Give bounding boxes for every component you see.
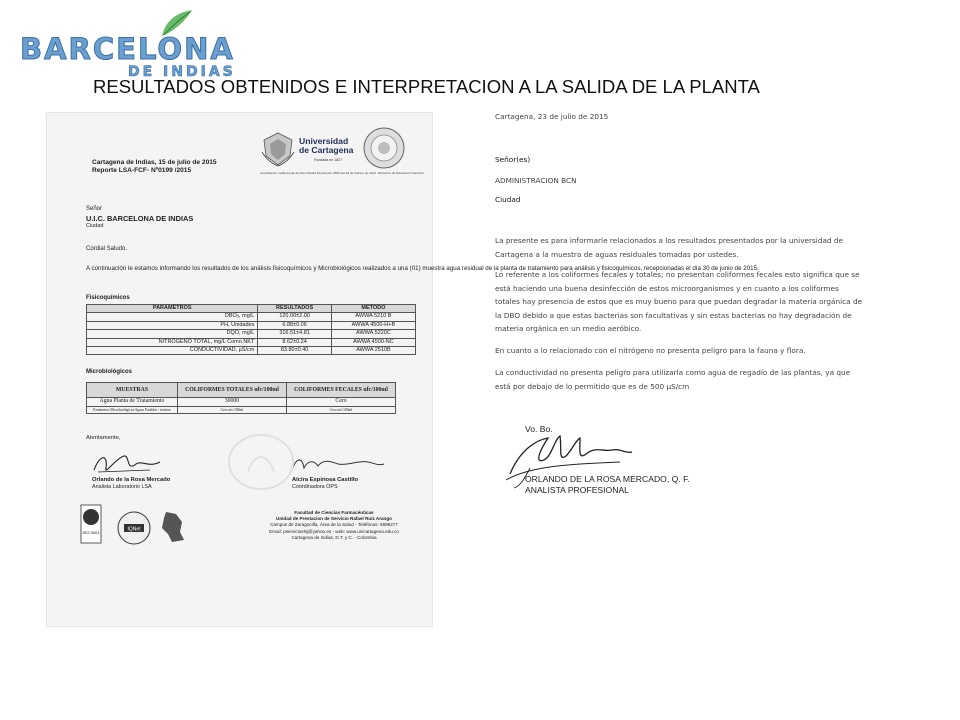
table-cell: CONDUCTIVIDAD, µS/cm <box>87 346 258 354</box>
report-intro: A continuación le estamos informando los resultados de los análisis fisicoquímicos y Microbiológicos realizados a una (01) muestra agua residual de la planta de tratamiento para análisis y fisicoquímicos, recepcionadas el día 30 de junio de 2015. <box>86 265 759 272</box>
vobo-signer-name: ORLANDO DE LA ROSA MERCADO, Q. F. <box>525 474 690 484</box>
column-header: RESULTADOS <box>258 305 331 313</box>
table-cell: NITROGENO TOTAL, mg/L Como NKT <box>87 338 258 346</box>
table-cell: 8.62±0.24 <box>258 338 331 346</box>
table-cell: AWWA 4500-H+B <box>331 321 415 329</box>
table-cell: AWWA 5210 B <box>331 313 415 321</box>
university-crest-icon <box>260 130 296 168</box>
page-title: RESULTADOS OBTENIDOS E INTERPRETACION A LA SALIDA DE LA PLANTA <box>93 76 760 97</box>
university-founded: Fundada en 1827 <box>314 158 343 162</box>
physchem-title: Fisicoquímicos <box>86 295 130 301</box>
table-cell: 83.80±0.40 <box>258 346 331 354</box>
table-row <box>87 338 416 346</box>
table-cell: 120.00±2.00 <box>258 313 331 321</box>
table-row <box>87 321 416 329</box>
letter-paragraph-2: Lo referente a los coliformes fecales y totales; no presentan coliformes fecales esto significa que se está haciendo una buena desinfección de estos microorganismos y en cuanto a los coliformes totales hay presencia de estos que es muy bueno para que puedan degradar la materia orgánica de la DBO debido a que estas bacterias son facultativas y sin estas bacterias no hay degradación de materia orgánica en un medio aeróbico. <box>495 270 863 333</box>
signer-1-role: Analista Laboratorio LSA <box>92 484 152 490</box>
logo-main-text: BARCELONA <box>20 32 235 66</box>
column-header: PARAMETROS <box>87 305 258 313</box>
letter-paragraph-1: La presente es para informarle relacionados a los resultados presentados por la universidad de Cartagena a la muestra de aguas residuales tomadas por ustedes. <box>495 236 844 259</box>
iso-certification-icon <box>80 504 102 544</box>
micro-table <box>86 382 396 414</box>
report-date: Cartagena de Indias, 15 de julio de 2015 <box>92 159 217 166</box>
svg-text:ISO 9001: ISO 9001 <box>82 530 100 535</box>
table-cell: AWWA 2510B <box>331 346 415 354</box>
table-cell: 6.88±0.06 <box>258 321 331 329</box>
vobo-label: Vo. Bo. <box>525 424 553 434</box>
column-header: COLIFORMES FECALES ufc/100ml <box>286 383 395 398</box>
faint-stamp-icon <box>226 432 296 492</box>
table-row <box>87 406 396 414</box>
signer-1-name: Orlando de la Rosa Mercado <box>92 477 171 483</box>
letter-city: Ciudad <box>495 195 521 204</box>
table-cell: AWWA 5220C <box>331 330 415 338</box>
report-closing: Atentamente, <box>86 435 121 441</box>
report-recipient: U.I.C. BARCELONA DE INDIAS <box>86 214 194 223</box>
table-row <box>87 346 416 354</box>
table-cell: 316.51±4.81 <box>258 330 331 338</box>
table-cell: DQO, mg/L <box>87 330 258 338</box>
department-map-icon <box>158 510 188 544</box>
table-cell: PH, Unidades <box>87 321 258 329</box>
letter-recipient: ADMINISTRACION BCN <box>495 176 577 185</box>
vobo-signer-title: ANALISTA PROFESIONAL <box>525 485 629 495</box>
table-header-row <box>87 383 396 398</box>
report-footer: Facultad de Ciencias Farmacéuticas Unidad de Prestacion de Servicio Rafael Ruiz Arango Campus de Zaragocilla, Área de la Salud - Teléfonos: 6698277 Email: pservicioslsj@yahoo.es - web: www.unicartagena.edu.co Cartagena de Indias, D.T. y C. - Colombia <box>269 510 399 540</box>
letter-paragraph-3: En cuanto a lo relacionado con el nitrógeno no presenta peligro para la fauna y flora. <box>495 346 806 355</box>
micro-title: Microbiológicos <box>86 369 133 375</box>
column-header: METODO <box>331 305 415 313</box>
column-header: MUESTRAS <box>87 383 178 398</box>
table-cell: 30000 <box>177 398 286 407</box>
svg-text:IQNet: IQNet <box>127 526 141 533</box>
table-header-row <box>87 305 416 313</box>
table-row <box>87 313 416 321</box>
table-row <box>87 398 396 407</box>
table-cell: Cero ufc/100ml <box>177 406 286 414</box>
letter-paragraph-4: La conductividad no presenta peligro para utilizarla como agua de regadío de las plantas, ya que está por debajo de lo permitido que es de 500 µS/cm <box>495 368 851 391</box>
signer-2-name: Alcira Espinosa Castillo <box>292 477 359 483</box>
signature-1-icon <box>90 450 170 478</box>
table-cell: Agua Planta de Tratamiento <box>87 398 178 407</box>
university-accreditation: Acreditación Institucional de Alta Calidad Resolución 2583 del 26 de febrero de 2014. Ministerio de Educación Nacional <box>260 171 424 175</box>
column-header: COLIFORMES TOTALES ufc/100ml <box>177 383 286 398</box>
table-cell: Cero ufc/100ml <box>286 406 395 414</box>
table-cell: DBO₅, mg/L <box>87 313 258 321</box>
iqnet-logo-icon <box>116 510 152 546</box>
accreditation-seal-icon <box>362 126 406 170</box>
table-cell: Cero <box>286 398 395 407</box>
letter-salutation: Señor(es) <box>495 155 531 164</box>
table-cell: AWWA 4500-NC <box>331 338 415 346</box>
physchem-table <box>86 304 416 355</box>
report-greeting: Cordial Saludo. <box>86 246 128 252</box>
table-cell: Parámetros Microbiológicos Aguas Potables - testimo <box>87 406 178 414</box>
report-salutation: Señor <box>86 206 103 212</box>
signer-2-role: Coordinadora OPS <box>292 484 338 490</box>
report-number: Reporte LSA-FCF- Nº0199 /2015 <box>92 167 192 174</box>
report-city: Ciudad <box>86 223 104 229</box>
table-row <box>87 330 416 338</box>
signature-2-icon <box>288 452 388 476</box>
university-name: Universidad de Cartagena <box>299 136 354 155</box>
letter-date: Cartagena, 23 de julio de 2015 <box>495 112 609 121</box>
logo-sub-text: DE INDIAS <box>128 64 236 80</box>
